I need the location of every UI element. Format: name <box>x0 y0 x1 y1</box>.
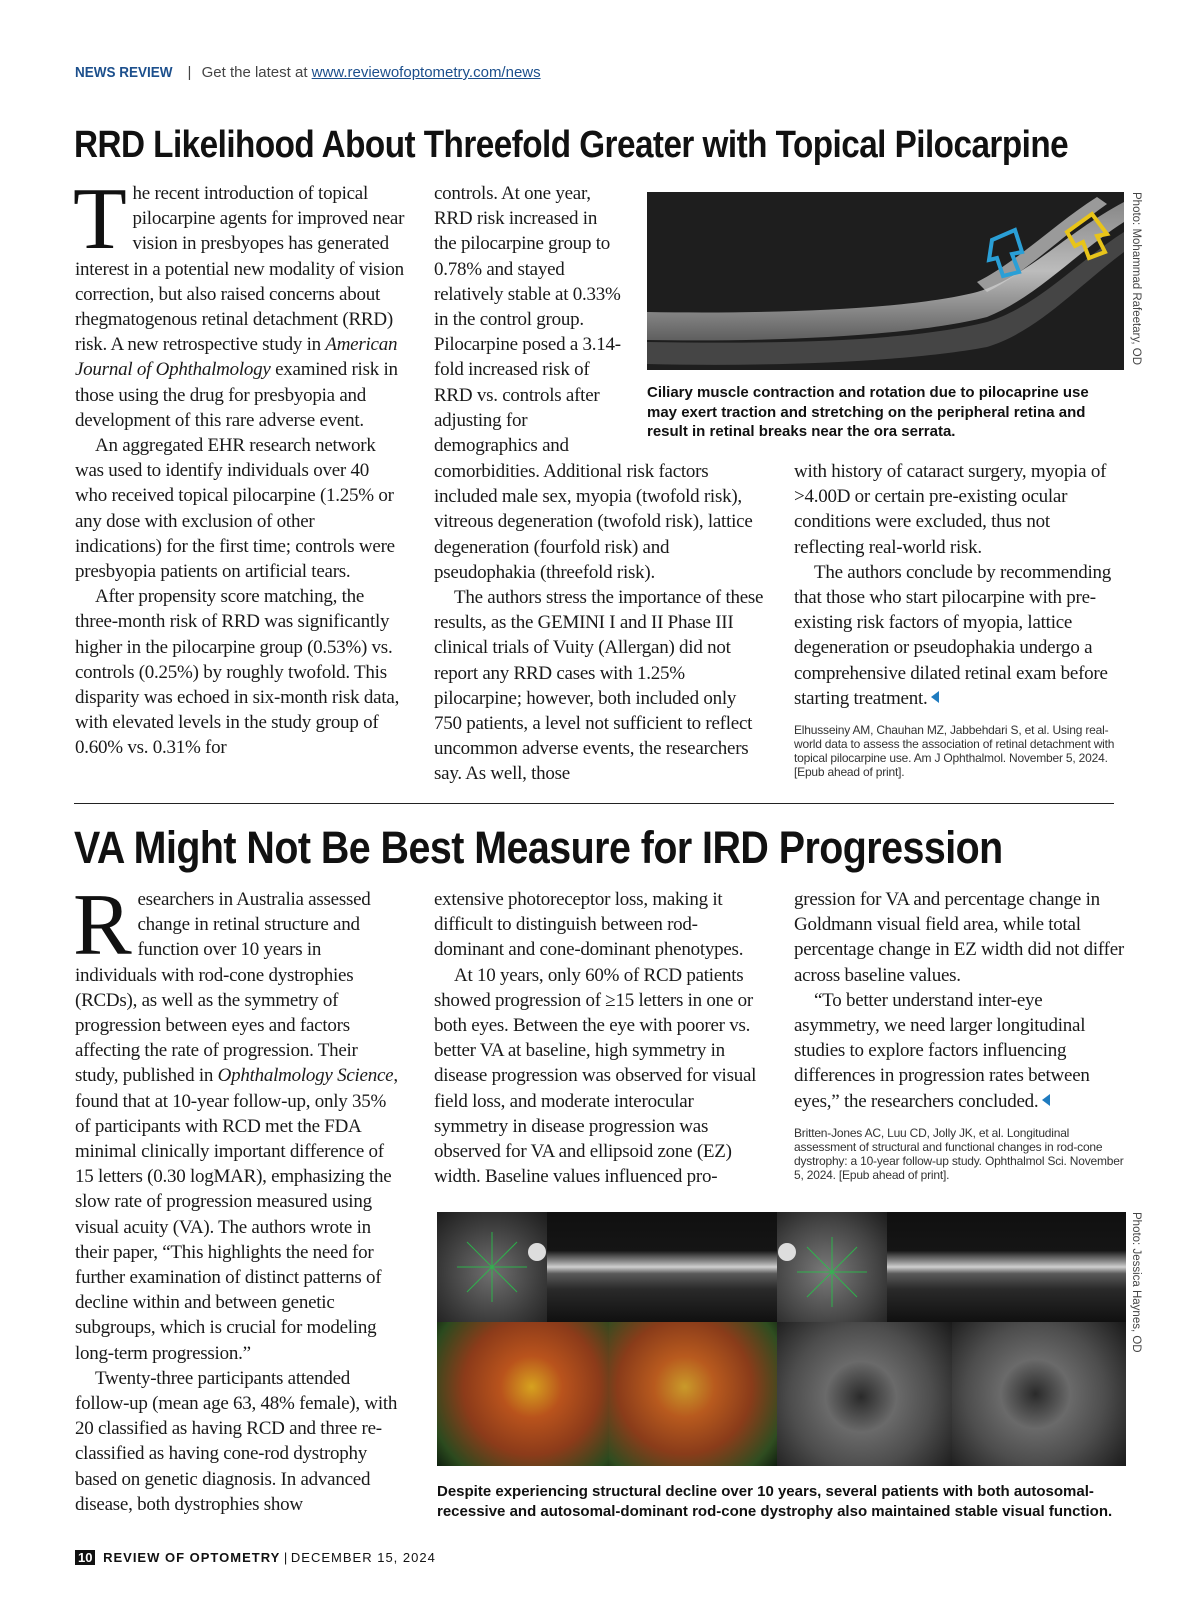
section-label: NEWS REVIEW <box>75 64 173 81</box>
oct-scan-image-1 <box>547 1212 777 1322</box>
article2-photo-credit: Photo: Jessica Haynes, OD <box>1130 1212 1142 1353</box>
oct-scan-graphic <box>647 192 1124 370</box>
article1-reference: Elhusseiny AM, Chauhan MZ, Jabbehdari S, et al. Using real-world data to assess the association of retinal detachment with topical pilocarpine use. Am J Ophthalmol. November 5, 2024. [Epub ahead of print]. <box>794 723 1115 780</box>
header-tagline: Get the latest at <box>201 64 312 81</box>
article2-col3 <box>794 887 1124 1182</box>
article1-para-7-text: The authors conclude by recommending that those who start pilocarpine with pre-existing risk factors of myopia, lattice degeneration or pseudophakia undergo a comprehensive dilated retinal exam before starting treatment. <box>794 561 1112 709</box>
footer-separator: | <box>283 1550 288 1565</box>
journal-name-ajo: American Journal of Ophthalmology <box>75 334 398 381</box>
article1-para-5: The authors stress the importance of these results, as the GEMINI I and II Phase III clinical trials of Vuity (Allergan) did not report any RRD cases with 1.25% pilocarpine; however, both included only 750 patients, a level not sufficient to reflect uncommon adverse events, the researchers say. As well, those <box>434 587 764 785</box>
article2-title: VA Might Not Be Best Measure for IRD Progression <box>74 822 1003 873</box>
article1-col3 <box>794 459 1124 779</box>
article1-text-1b: examined risk in those using the drug for presbyopia and development of this rare adverse event. <box>75 359 398 431</box>
article1-title: RRD Likelihood About Threefold Greater with Topical Pilocarpine <box>74 124 1069 166</box>
article1-col2 <box>434 459 764 787</box>
article2-col2 <box>434 887 764 1189</box>
ir-fundus-image-2 <box>777 1212 887 1322</box>
end-mark-icon <box>1042 1094 1050 1106</box>
header-separator: | <box>187 64 192 81</box>
article1-para-3: After propensity score matching, the three-month risk of RRD was significantly higher in the pilocarpine group (0.53%) vs. controls (0.25%) by roughly twofold. This disparity was echoed in six-month risk data, with elevated levels in the study group of 0.60% vs. 0.31% for <box>75 586 400 759</box>
article2-para-6 <box>794 988 1124 1114</box>
end-mark-icon <box>931 691 939 703</box>
article2-dropcap: R <box>73 877 132 974</box>
section-divider <box>74 803 1114 804</box>
publication-name: REVIEW OF OPTOMETRY <box>103 1550 281 1565</box>
autofluorescence-image-1 <box>777 1322 952 1466</box>
issue-date: DECEMBER 15, 2024 <box>290 1550 436 1565</box>
article1-col2-top <box>434 181 624 458</box>
article2-para-1 <box>73 877 405 1366</box>
page-header <box>75 64 541 81</box>
article2-text-1a: esearchers in Australia assessed change in retinal structure and function over 10 years in individuals with rod-cone dystrophies (RCDs), as well as the symmetry of progression between eyes and factors affecting the rate of progression. Their study, published in <box>75 889 371 1087</box>
article1-para-7 <box>794 560 1124 711</box>
article1-para-4b: comorbidities. Additional risk factors included male sex, myopia (twofold risk), vitreous degeneration (twofold risk), lattice degeneration (fourfold risk) and pseudophakia (threefold risk). <box>434 461 753 583</box>
article2-para-6-text: “To better understand inter-eye asymmetry, we need larger longitudinal studies to explore factors influencing differences in progression rates between eyes,” the researchers concluded. <box>794 989 1090 1112</box>
page-footer <box>75 1550 436 1565</box>
article1-photo-credit: Photo: Mohammad Rafeetary, OD <box>1130 192 1142 365</box>
journal-name-ophthalmology-science: Ophthalmology Science <box>217 1065 394 1087</box>
retinal-imaging-composite <box>437 1212 1126 1466</box>
article1-text-1a: he recent introduction of topical pilocarpine agents for improved near vision in presbyopes has generated interest in a potential new modality of vision correction, but also raised concerns about rhegmatogenous retinal detachment (RRD) risk. A new retrospective study in <box>75 183 405 356</box>
article1-para-6: with history of cataract surgery, myopia of >4.00D or certain pre-existing ocular conditions were excluded, thus not reflecting real-world risk. <box>794 461 1107 558</box>
article1-caption: Ciliary muscle contraction and rotation due to pilocaprine use may exert traction and stretching on the peripheral retina and result in retinal breaks near the ora serrata. <box>647 384 1089 440</box>
page-number: 10 <box>75 1550 95 1565</box>
color-fundus-image-2 <box>609 1322 777 1466</box>
article2-reference: Britten-Jones AC, Luu CD, Jolly JK, et al. Longitudinal assessment of structural and functional changes in rod-cone dystrophy: a 10-year follow-up study. Ophthalmol Sci. November 5, 2024. [Epub ahead of print]. <box>794 1125 1124 1182</box>
article2-para-2: Twenty-three participants attended follow-up (mean age 63, 48% female), with 20 classified as having RCD and three re-classified as having cone-rod dystrophy based on genetic diagnosis. In advanced disease, both dystrophies show <box>75 1367 398 1515</box>
article2-caption: Despite experiencing structural decline over 10 years, several patients with both autosomal-recessive and autosomal-dominant rod-cone dystrophy also maintained stable visual function. <box>437 1483 1113 1520</box>
article2-text-1b: , found that at 10-year follow-up, only 35% of participants with RCD met the FDA minimal clinically important difference of 15 letters (0.30 logMAR), emphasizing the slow rate of progression measured using visual acuity (VA). The authors wrote in their paper, “This highlights the need for further examination of distinct patterns of decline within and between genetic subgroups, which is crucial for modeling long-term progression.” <box>75 1065 398 1364</box>
autofluorescence-image-2 <box>952 1322 1126 1466</box>
article1-para-1 <box>73 171 405 433</box>
oct-scan-image-2 <box>887 1212 1126 1322</box>
color-fundus-image-1 <box>437 1322 609 1466</box>
oct-retina-image <box>647 192 1124 370</box>
ir-fundus-image-1 <box>437 1212 547 1322</box>
article2-para-3: extensive photoreceptor loss, making it difficult to distinguish between rod-dominant and cone-dominant phenotypes. <box>434 889 744 961</box>
news-link[interactable]: www.reviewofoptometry.com/news <box>311 64 541 81</box>
article1-col1 <box>73 171 405 761</box>
article2-para-4: At 10 years, only 60% of RCD patients showed progression of ≥15 letters in one or both eyes. Between the eye with poorer vs. better VA at baseline, high symmetry in disease progression was observed for visual field loss, and moderate interocular symmetry in disease progression was observed for VA and ellipsoid zone (EZ) width. Baseline values influenced pro- <box>434 964 757 1188</box>
article1-dropcap: T <box>73 171 127 268</box>
article1-para-2: An aggregated EHR research network was used to identify individuals over 40 who received topical pilocarpine (1.25% or any dose with exclusion of other indications) for the first time; controls were presbyopia patients on artificial tears. <box>75 435 395 583</box>
article1-para-4a: controls. At one year, RRD risk increased in the pilocarpine group to 0.78% and stayed relatively stable at 0.33% in the control group. Pilocarpine posed a 3.14-fold increased risk of RRD vs. controls after adjusting for demographics and <box>434 183 621 457</box>
article2-col1 <box>73 877 405 1517</box>
article2-para-5: gression for VA and percentage change in Goldmann visual field area, while total percentage change in EZ width did not differ across baseline values. <box>794 889 1124 986</box>
